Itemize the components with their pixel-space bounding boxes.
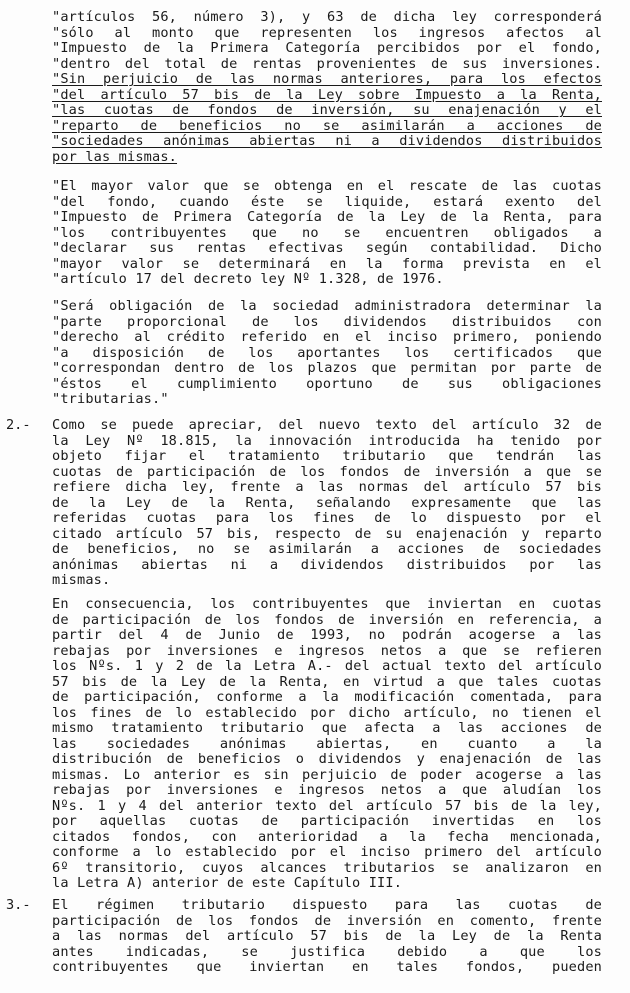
text-line: "éstos el cumplimiento oportuno de sus obligaciones xyxy=(52,376,602,392)
text-line: los fines de lo establecido por dicho artículo, no tienen el xyxy=(52,705,602,721)
text-line: referidas cuotas para los fines de lo dispuesto por el xyxy=(52,511,602,526)
text-line: "correspondan dentro de los plazos que permitan por parte de xyxy=(52,361,602,376)
underlined-text-line: por las mismas. xyxy=(52,149,178,165)
text-line: de participación, conforme a la modificación comentada, para xyxy=(52,690,602,705)
text-line: refiere dicha ley, frente a las normas del artículo 57 bis xyxy=(52,480,602,495)
text-line: mismas. xyxy=(52,573,111,588)
text-line: anónimas abiertas ni a dividendos distribuidos por las xyxy=(52,557,602,573)
text-line: "Será obligación de la sociedad administradora determinar la xyxy=(52,299,602,314)
text-line: los Nºs. 1 y 2 de la Letra A.- del actual texto del artículo xyxy=(52,659,602,674)
item-number: 2.- xyxy=(6,417,31,433)
text-line: de la Ley de la Renta, señalando expresamente que las xyxy=(52,495,602,511)
text-line: la Ley Nº 18.815, la innovación introducida ha tenido por xyxy=(52,433,602,449)
text-line: En consecuencia, los contribuyentes que inviertan en cuotas xyxy=(52,597,602,612)
underlined-text-line: "Sin perjuicio de las normas anteriores, para los efectos xyxy=(52,72,602,87)
text-line: de participación de los fondos de inversión en referencia, a xyxy=(52,612,602,628)
item-2-paragraph-2 xyxy=(52,597,602,892)
quote-paragraph-3 xyxy=(52,299,602,408)
text-line: "dentro del total de rentas provenientes de sus inversiones. xyxy=(52,56,602,72)
text-line: la Letra A) anterior de este Capítulo III. xyxy=(52,876,403,891)
text-line: distribución de beneficios o dividendos y enajenación de las xyxy=(52,752,602,767)
underlined-text-line: "del artículo 57 bis de la Ley sobre Impuesto a la Renta, xyxy=(52,87,602,103)
text-line: de beneficios, no se asimilarán a acciones de sociedades xyxy=(52,542,602,557)
text-line: citado artículo 57 bis, respecto de su enajenación y reparto xyxy=(52,526,602,542)
text-line: contribuyentes que inviertan en tales fondos, pueden xyxy=(52,960,602,975)
text-line: "artículo 17 del decreto ley Nº 1.328, de 1976. xyxy=(52,272,444,287)
text-line: "a disposición de los aportantes los certificados que xyxy=(52,345,602,361)
text-line: partir del 4 de Junio de 1993, no podrán acogerse a las xyxy=(52,628,602,643)
text-line: cuotas de participación de los fondos de inversión a que se xyxy=(52,464,602,480)
text-line: "declarar sus rentas efectivas según contabilidad. Dicho xyxy=(52,241,602,256)
item-number: 3.- xyxy=(6,897,31,913)
item-3-paragraph-1 xyxy=(52,898,602,976)
text-line: conforme a lo establecido por el inciso primero del artículo xyxy=(52,845,602,860)
underlined-text-line: "reparto de beneficios no se asimilarán a acciones de xyxy=(52,118,602,134)
text-line: "parte proporcional de los dividendos distribuidos con xyxy=(52,314,602,330)
quote-paragraph-2 xyxy=(52,179,602,288)
text-line: mismas. Lo anterior es sin perjuicio de poder acogerse a las xyxy=(52,767,602,783)
text-line: a las normas del artículo 57 bis de la Ley de la Renta xyxy=(52,929,602,944)
text-line: "sólo al monto que representen los ingresos afectos al xyxy=(52,25,602,41)
quote-paragraph-1 xyxy=(52,10,602,165)
text-line: participación de los fondos de inversión en comento, frente xyxy=(52,913,602,929)
text-line: antes indicadas, se justifica debido a que los xyxy=(52,944,602,960)
underlined-text-line: "sociedades anónimas abiertas ni a dividendos distribuidos xyxy=(52,134,602,149)
text-line: El régimen tributario dispuesto para las cuotas de xyxy=(52,898,602,913)
text-line: "del fondo, cuando éste se liquide, estará exento del xyxy=(52,194,602,210)
text-line: Como se puede apreciar, del nuevo texto del artículo 32 de xyxy=(52,418,602,433)
text-line: Nºs. 1 y 4 del anterior texto del artículo 57 bis de la ley, xyxy=(52,798,602,814)
text-line: "Impuesto de la Primera Categoría percibidos por el fondo, xyxy=(52,41,602,56)
text-line: "Impuesto de Primera Categoría de la Ley de la Renta, para xyxy=(52,210,602,225)
item-2-paragraph-1 xyxy=(52,418,602,589)
text-line: 57 bis de la Ley de la Renta, en virtud a que tales cuotas xyxy=(52,674,602,690)
text-line: rebajas por inversiones e ingresos netos a que se refieren xyxy=(52,643,602,659)
underlined-text-line: "las cuotas de fondos de inversión, su enajenación y el xyxy=(52,103,602,118)
text-line: citados fondos, con anterioridad a la fecha mencionada, xyxy=(52,829,602,845)
text-line: "derecho al crédito referido en el inciso primero, poniendo xyxy=(52,330,602,345)
text-line: las sociedades anónimas abiertas, en cuanto a la xyxy=(52,736,602,752)
text-line: 6º transitorio, cuyos alcances tributarios se analizaron en xyxy=(52,860,602,876)
text-line: "artículos 56, número 3), y 63 de dicha ley corresponderá xyxy=(52,10,602,25)
text-line: rebajas por inversiones e ingresos netos a que aludían los xyxy=(52,783,602,798)
text-line: "mayor valor se determinará en la forma prevista en el xyxy=(52,256,602,272)
text-line: por aquellas cuotas de participación invertidas en los xyxy=(52,814,602,829)
text-line: mismo tratamiento tributario que afecta a las acciones de xyxy=(52,721,602,736)
text-line: "tributarias." xyxy=(52,392,169,407)
text-line: objeto fijar el tratamiento tributario que tendrán las xyxy=(52,449,602,464)
text-line: "los contribuyentes que no se encuentren obligados a xyxy=(52,225,602,241)
text-line: "El mayor valor que se obtenga en el rescate de las cuotas xyxy=(52,179,602,194)
